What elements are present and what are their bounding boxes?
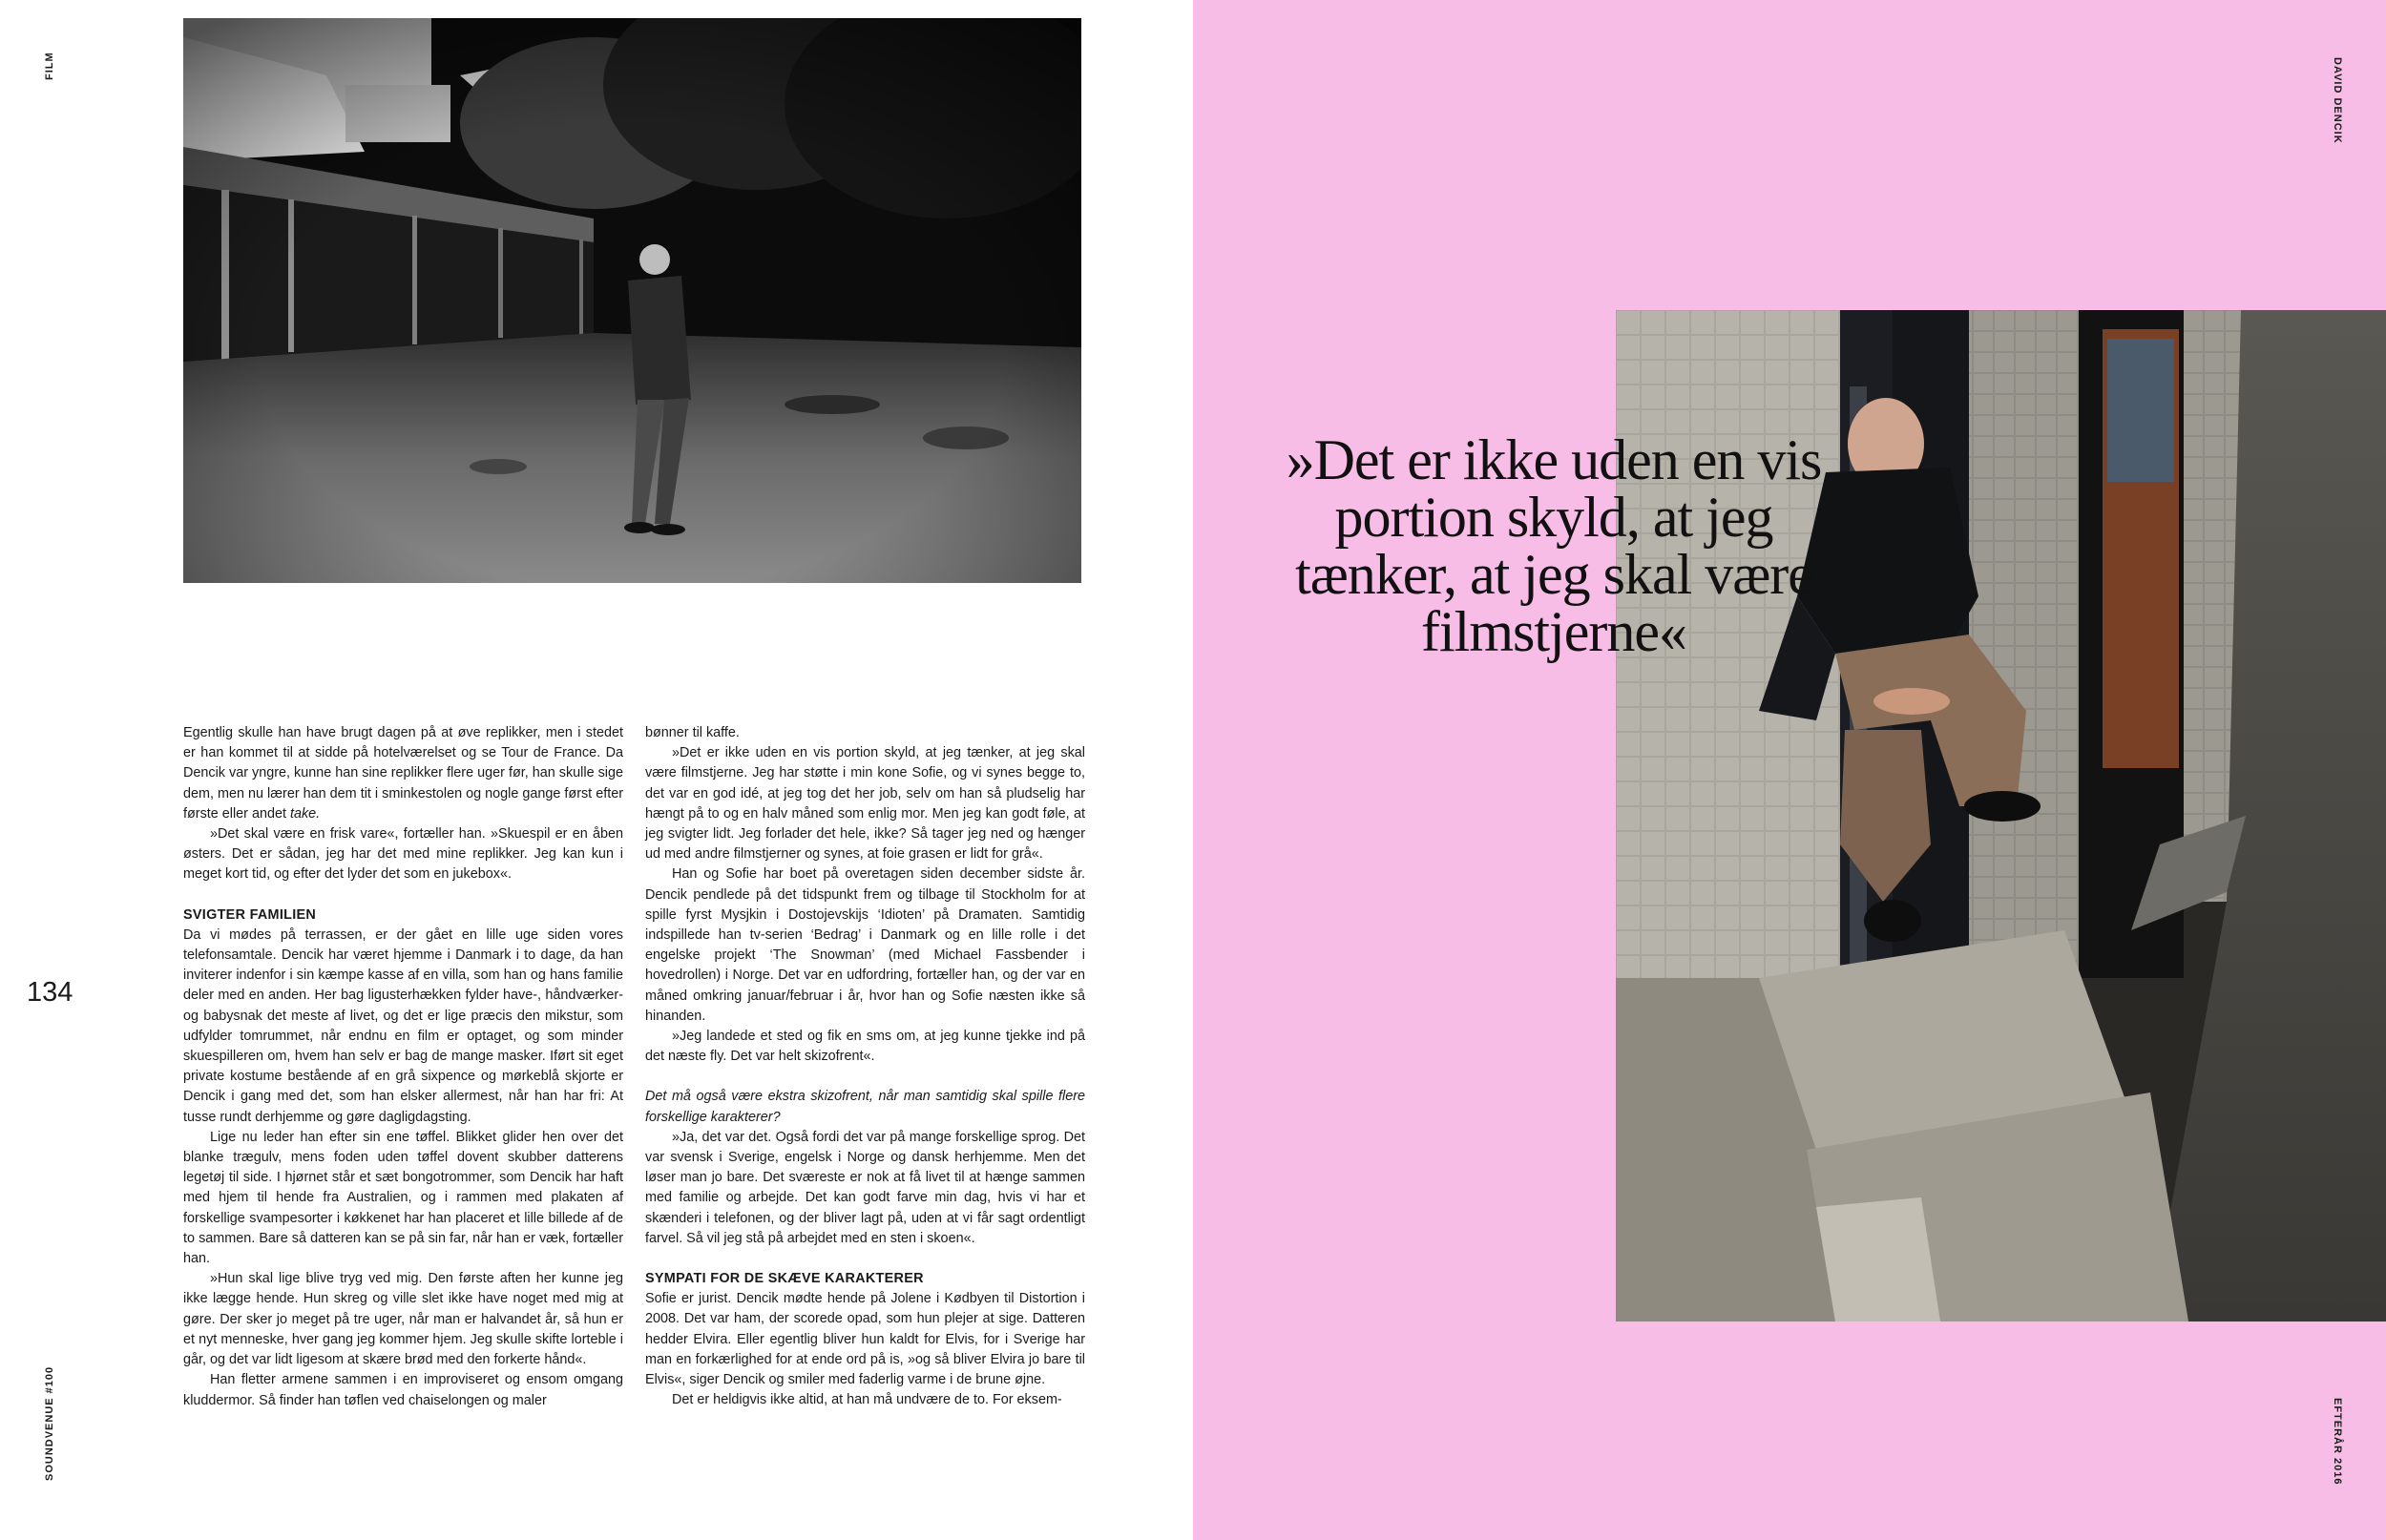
article-paragraph: Lige nu leder han efter sin ene tøffel. Blikket glider hen over det blanke trægulv, mens foden uden tøffel dovent skubber datterens legetøj til side. I hjørnet står et sæt bongotrommer, som Dencik har haft med hjem til hende fra Australien, og i rammen med plakaten af forskellige svampesorter i køkkenet har han placeret et lille billede af de to sammen. Bare så datteren kan se på sin far, når han er væk, fortæller han. (183, 1129, 623, 1267)
page-number: 134 (27, 977, 73, 1008)
issue-label: SOUNDVENUE #100 (44, 1365, 55, 1481)
article-paragraph: »Det skal være en frisk vare«, fortæller han. »Skuespil er en åben østers. Det er sådan, jeg har det med mine replikker. Jeg kan kun i meget kort tid, og efter det lyder det som en jukebox«. (183, 826, 623, 883)
article-column-1 (183, 723, 623, 1411)
article-subject-label: DAVID DENCIK (2332, 57, 2343, 144)
article-paragraph: Han fletter armene sammen i en improviseret og ensom omgang kluddermor. Så finder han tøflen ved chaiselongen og maler (183, 1372, 623, 1408)
article-paragraph: »Jeg landede et sted og fik en sms om, at jeg kunne tjekke ind på det næste fly. Det var helt skizofrent«. (645, 1029, 1085, 1065)
article-paragraph: »Ja, det var det. Også fordi det var på mange forskellige sprog. Det var svensk i Sverige, engelsk i Norge og dansk herhjemme. Men det løser man jo bare. Det sværeste er nok at få livet til at hænge sammen med familie og arbejde. Det kan godt farve min dag, hvis vi har et skænderi i telefonen, og der bliver lagt på, uden at vi får sagt ordentligt farvel. Så vil jeg stå på arbejdet med en sten i skoen«. (645, 1129, 1085, 1246)
section-heading: SYMPATI FOR DE SKÆVE KARAKTERER (645, 1271, 924, 1287)
article-paragraph: Da vi mødes på terrassen, er der gået en lille uge siden vores telefonsamtale. Dencik har været hjemme i Danmark i to dage, da han inviterer indenfor i sin kæmpe kasse af en villa, som han og hans familie deler med en anden. Her bag ligusterhækken fylder have-, håndværker- og babysnak det meste af livet, og det er lige præcis den mikstur, som udfylder tomrummet, når endnu en film er optaget, og som minder skuespilleren om, hvem han selv er bag de mange masker. Iført sit eget private kostume bestående af en grå sixpence og mørkeblå skjorte er Dencik i gang med det, som han elsker allermest, når han har fri: At tusse rundt derhjemme og gøre dagligdagsting. (183, 926, 623, 1125)
article-paragraph: Egentlig skulle han have brugt dagen på at øve replikker, men i stedet er han kommet til at sidde på hotelværelset og se Tour de France. Da Dencik var yngre, kunne han sine replikker flere uger før, han skulle sige dem, men nu lærer han dem tit i sminkestolen og nogle gange først efter første eller andet take. (183, 725, 623, 822)
issue-season-label: EFTERÅR 2016 (2332, 1398, 2343, 1486)
interview-question: Det må også være ekstra skizofrent, når man samtidig skal spille flere forskellige karakterer? (645, 1089, 1085, 1125)
article-paragraph: Han og Sofie har boet på overetagen siden december sidste år. Dencik pendlede på det tidspunkt frem og tilbage til Stockholm for at spille fyrst Mysjkin i Dostojevskijs ‘Idioten’ på Dramaten. Samtidig indspillede han tv-serien ‘Bedrag’ i Danmark og en lille rolle i det engelske projekt ‘The Snowman’ (med Michael Fassbender i hovedrollen) i Norge. Det var en udfordring, fortæller han, og der var en måned omkring januar/februar i år, hvor han og Sofie næsten ikke så hinanden. (645, 866, 1085, 1024)
article-paragraph: Sofie er jurist. Dencik mødte hende på Jolene i Kødbyen til Distortion i 2008. Det var ham, der scorede opad, som hun plejer at sige. Datteren hedder Elvira. Eller egentlig bliver hun kaldt for Elvis, for i Sverige har man en forkærlighed for at ende ord på is, »og så bliver Elvira jo bare til Elvis«, siger Dencik og smiler med faderlig varme i de brune øjne. (645, 1291, 1085, 1388)
article-paragraph: »Hun skal lige blive tryg ved mig. Den første aften her kunne jeg ikke lægge hende. Hun skreg og ville slet ikke have noget med mig at gøre. Der sker jo meget på tre uger, når man er halvandet år, så hun er et nyt menneske, hver gang jeg kommer hjem. Jeg skulle skifte lorteble i går, og det var lidt ligesom at skære brød med den forkerte hånd«. (183, 1271, 623, 1368)
article-paragraph: Det er heldigvis ikke altid, at han må undvære de to. For eksem- (672, 1392, 1062, 1408)
pull-quote: »Det er ikke uden en vis portion skyld, at jeg tænker, at jeg skal være filmstjerne« (1286, 428, 1822, 663)
photo-man-walking-garages-bw (183, 18, 1081, 583)
section-label: FILM (44, 52, 55, 80)
article-paragraph: bønner til kaffe. (645, 725, 740, 740)
article-paragraph: »Det er ikke uden en vis portion skyld, at jeg tænker, at jeg skal være filmstjerne. Jeg har støtte i min kone Sofie, og vi synes begge to, det var en god idé, at jeg tog det her job, selv om han så pludselig har hængt på to og en halv måned som enlig mor. Men jeg kan godt føle, at jeg svigter lidt. Jeg forlader det hele, ikke? Så tager jeg ned og hænger ud med andre filmstjerner og synes, at foie grasen er lidt for grå«. (645, 745, 1085, 863)
section-heading: SVIGTER FAMILIEN (183, 906, 317, 923)
article-column-2 (645, 723, 1085, 1411)
